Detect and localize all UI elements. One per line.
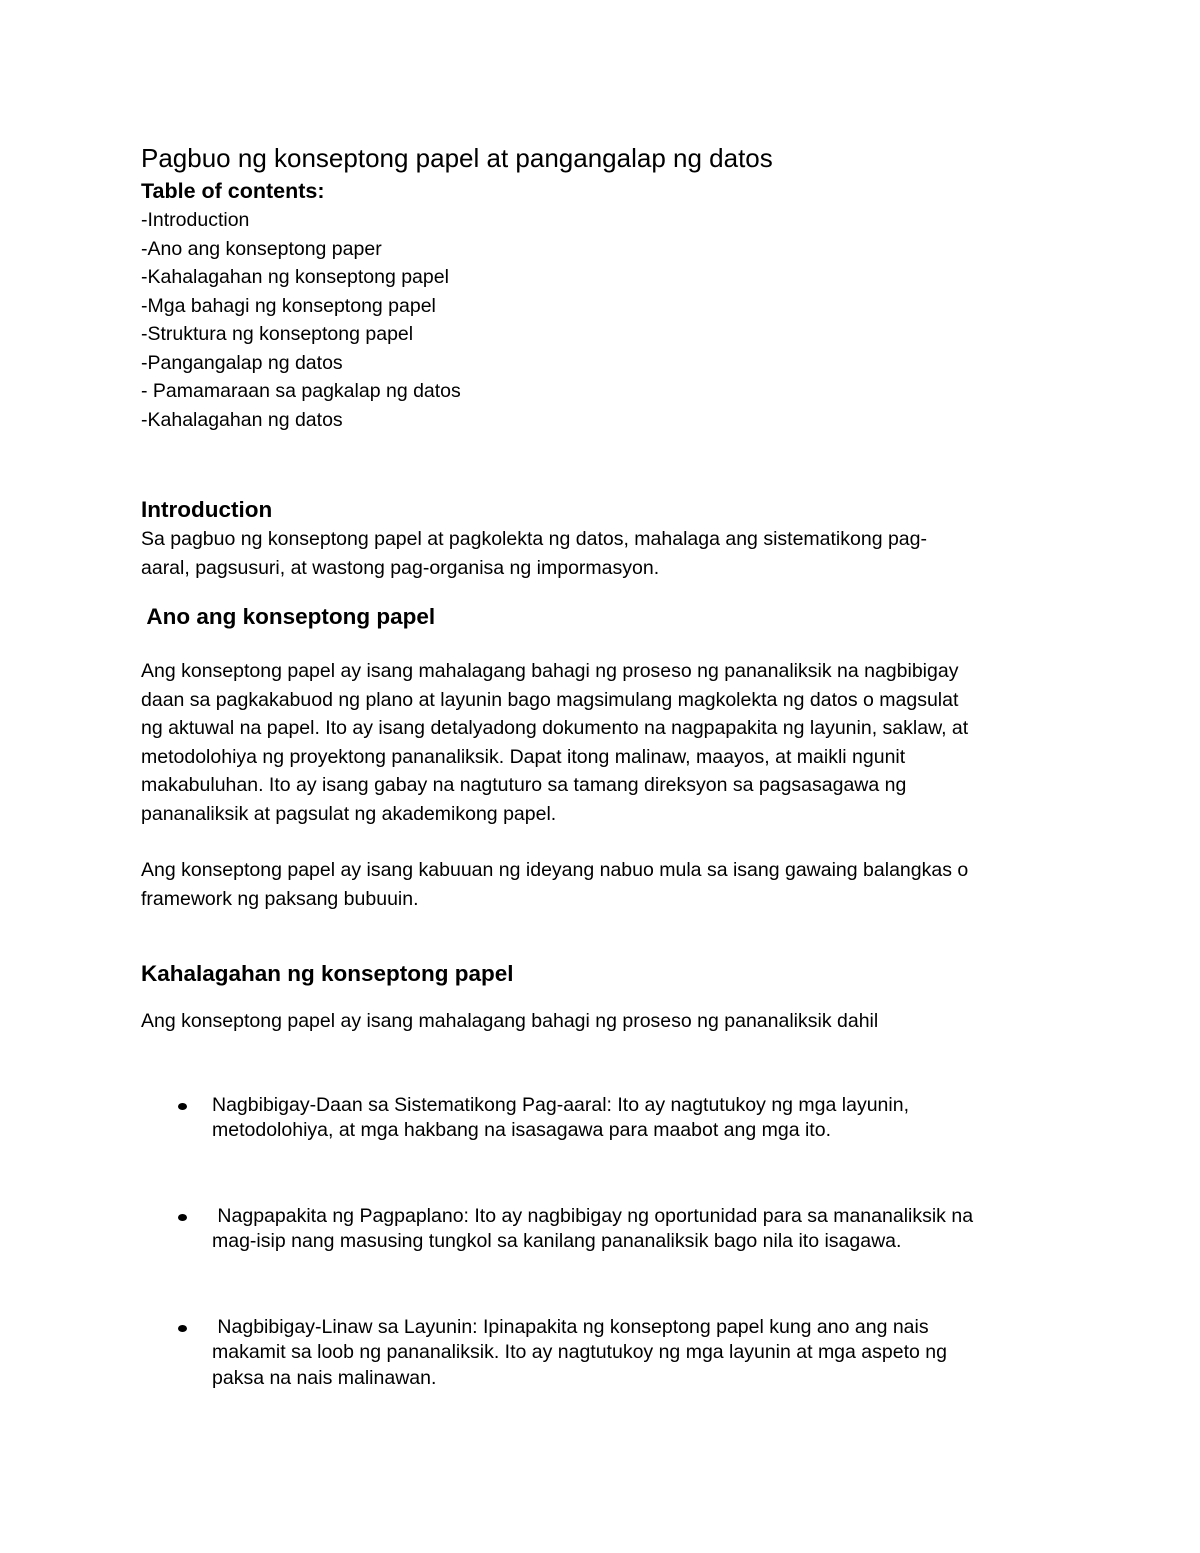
kahalagahan-intro: Ang konseptong papel ay isang mahalagang bahagi ng proseso ng pananaliksik dahil xyxy=(141,1010,879,1032)
toc-item-pamamaraan: - Pamamaraan sa pagkalap ng datos xyxy=(141,380,461,402)
introduction-heading: Introduction xyxy=(141,497,273,522)
bullet-line: Nagpapakita ng Pagpaplano: Ito ay nagbibigay ng oportunidad para sa mananaliksik na xyxy=(212,1204,974,1227)
kahalagahan-heading: Kahalagahan ng konseptong papel xyxy=(141,961,514,986)
paragraph-line: daan sa pagkakabuod ng plano at layunin bago magsimulang magkolekta ng datos o magsulat xyxy=(141,688,959,711)
toc-item-mga-bahagi: -Mga bahagi ng konseptong papel xyxy=(141,294,436,317)
toc-item-struktura: -Struktura ng konseptong papel xyxy=(141,323,414,345)
document-title: Pagbuo ng konseptong papel at pangangalap ng datos xyxy=(141,143,773,173)
bullet-item xyxy=(141,1315,1071,1392)
paragraph-line: framework ng paksang bubuuin. xyxy=(141,887,419,910)
bullet-line: makamit sa loob ng pananaliksik. Ito ay nagtutukoy ng mga layunin at mga aspeto ng xyxy=(212,1341,947,1363)
ano-paragraph-2 xyxy=(141,856,1071,913)
bullet-line: Nagbibigay-Daan sa Sistematikong Pag-aaral: Ito ay nagtutukoy ng mga layunin, xyxy=(212,1093,909,1116)
introduction-line-2: aaral, pagsusuri, at wastong pag-organisa ng impormasyon. xyxy=(141,556,660,579)
bullet-item xyxy=(141,1093,1071,1144)
kahalagahan-bullet-list xyxy=(141,1093,1071,1392)
paragraph-line: makabuluhan. Ito ay isang gabay na nagtuturo sa tamang direksyon sa pagsasagawa ng xyxy=(141,774,907,796)
paragraph-line: ng aktuwal na papel. Ito ay isang detalyadong dokumento na nagpapakita ng layunin, saklaw, at xyxy=(141,717,969,739)
bullet-dot-icon xyxy=(178,1214,187,1221)
paragraph-line: Ang konseptong papel ay isang kabuuan ng ideyang nabuo mula sa isang gawaing balangkas o xyxy=(141,859,969,881)
bullet-line: mag-isip nang masusing tungkol sa kanilang pananaliksik bago nila ito isagawa. xyxy=(212,1230,902,1252)
toc-heading: Table of contents: xyxy=(141,179,325,203)
ano-paragraph-1 xyxy=(141,657,1071,828)
paragraph-line: pananaliksik at pagsulat ng akademikong papel. xyxy=(141,802,557,825)
toc-item-kahalagahan-datos: -Kahalagahan ng datos xyxy=(141,408,343,431)
ano-heading: Ano ang konseptong papel xyxy=(141,604,436,629)
toc-item-ano-ang-konseptong-paper: -Ano ang konseptong paper xyxy=(141,237,382,260)
toc-item-pangangalap: -Pangangalap ng datos xyxy=(141,351,343,374)
introduction-line-1: Sa pagbuo ng konseptong papel at pagkolekta ng datos, mahalaga ang sistematikong pag- xyxy=(141,528,927,550)
bullet-line: paksa na nais malinawan. xyxy=(212,1366,437,1389)
document-page xyxy=(141,140,1071,1391)
toc-item-kahalagahan-konseptong-papel: -Kahalagahan ng konseptong papel xyxy=(141,266,449,288)
paragraph-line: metodolohiya ng proyektong pananaliksik. Dapat itong malinaw, maayos, at maikli ngunit xyxy=(141,745,906,768)
bullet-dot-icon xyxy=(178,1325,187,1332)
bullet-item xyxy=(141,1204,1071,1255)
bullet-line: Nagbibigay-Linaw sa Layunin: Ipinapakita ng konseptong papel kung ano ang nais xyxy=(212,1315,929,1338)
table-of-contents xyxy=(141,206,1071,434)
paragraph-line: Ang konseptong papel ay isang mahalagang bahagi ng proseso ng pananaliksik na nagbibigay xyxy=(141,660,959,682)
toc-item-introduction: -Introduction xyxy=(141,209,250,231)
bullet-dot-icon xyxy=(178,1103,187,1110)
bullet-line: metodolohiya, at mga hakbang na isasagawa para maabot ang mga ito. xyxy=(212,1119,831,1141)
